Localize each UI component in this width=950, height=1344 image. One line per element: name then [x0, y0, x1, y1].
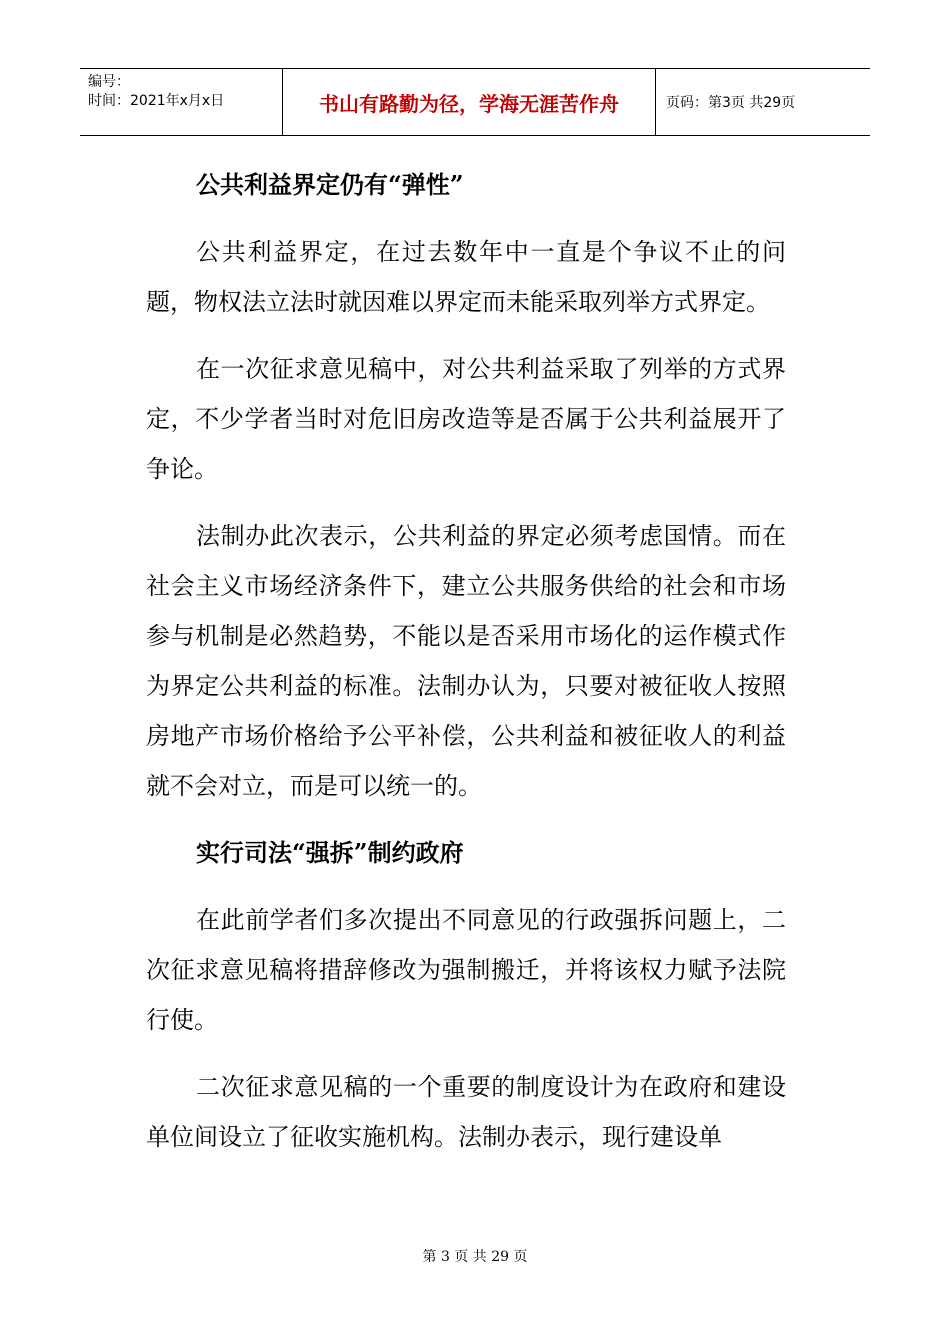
header-motto: 书山有路勤为径，学海无涯苦作舟: [282, 69, 656, 135]
document-number: 编号：: [88, 74, 130, 90]
paragraph: 二次征求意见稿的一个重要的制度设计为在政府和建设单位间设立了征收实施机构。法制办表示，现行建设单: [146, 1073, 786, 1151]
document-time: 时间：2021年x月x日: [88, 93, 225, 109]
section-heading: 公共利益界定仍有“弹性”: [196, 170, 464, 199]
header-page-info: 页码：第3页 共29页: [666, 95, 796, 111]
document-body: [146, 160, 786, 1179]
paragraph: 在一次征求意见稿中，对公共利益采取了列举的方式界定，不少学者当时对危旧房改造等是否属于公共利益展开了争论。: [146, 355, 786, 483]
paragraph: 法制办此次表示，公共利益的界定必须考虑国情。而在社会主义市场经济条件下，建立公共服务供给的社会和市场参与机制是必然趋势，不能以是否采用市场化的运作模式作为界定公共利益的标准。法制办认为，只要对被征收人按照房地产市场价格给予公平补偿，公共利益和被征收人的利益就不会对立，而是可以统一的。: [146, 522, 786, 800]
paragraph: 在此前学者们多次提出不同意见的行政强拆问题上，二次征求意见稿将措辞修改为强制搬迁，并将该权力赋予法院行使。: [146, 906, 786, 1034]
header-meta: [80, 69, 282, 135]
section-heading: 实行司法“强拆”制约政府: [196, 838, 464, 867]
page-header: [80, 68, 870, 136]
page-footer: 第 3 页 共 29 页: [422, 1249, 528, 1265]
paragraph: 公共利益界定，在过去数年中一直是个争议不止的问题，物权法立法时就因难以界定而未能采取列举方式界定。: [146, 238, 786, 316]
